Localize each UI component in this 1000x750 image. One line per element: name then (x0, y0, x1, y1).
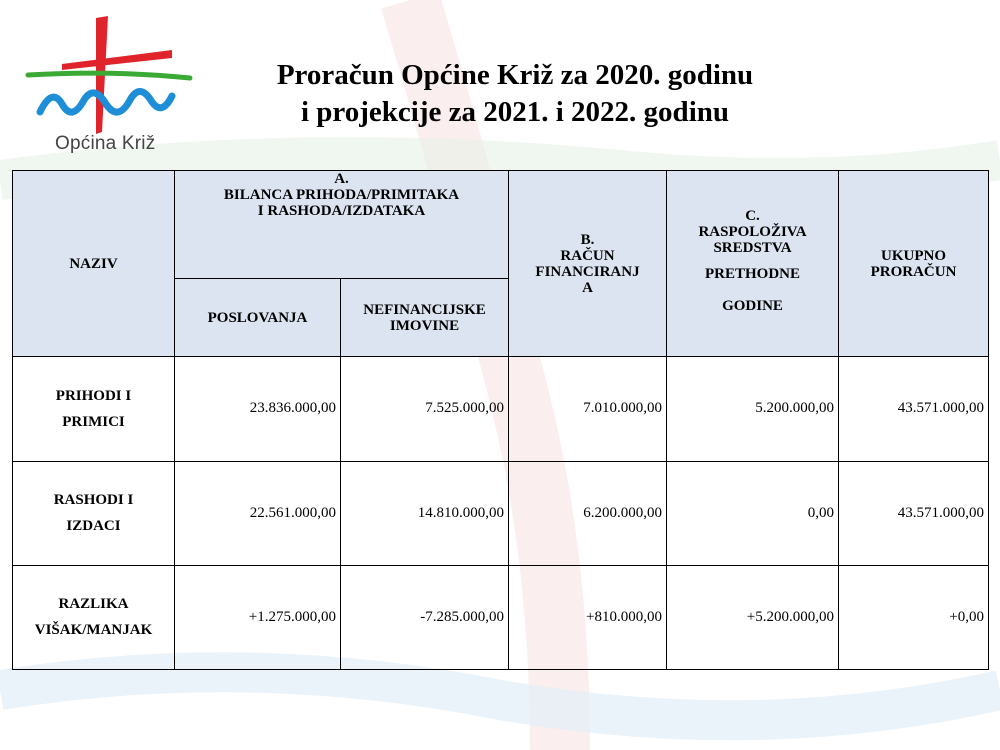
title-line-1: Proračun Općine Križ za 2020. godinu (276, 59, 754, 91)
column-header-nefinancijske-imovine: NEFINANCIJSKE IMOVINE (341, 279, 509, 357)
cell-value: -7.285.000,00 (341, 565, 509, 669)
cell-value: 22.561.000,00 (175, 461, 341, 565)
cell-value: 5.200.000,00 (667, 357, 839, 461)
cell-value: +5.200.000,00 (667, 565, 839, 669)
cell-value: 43.571.000,00 (839, 461, 989, 565)
column-header-b: B. RAČUN FINANCIRANJ A (509, 171, 667, 357)
row-label-prihodi: PRIHODI I PRIMICI (13, 357, 175, 461)
column-header-poslovanja: POSLOVANJA (175, 279, 341, 357)
row-label-rashodi: RASHODI I IZDACI (13, 461, 175, 565)
page-title (200, 57, 830, 131)
budget-table (12, 170, 989, 670)
table-row (13, 461, 989, 565)
cell-value: 23.836.000,00 (175, 357, 341, 461)
column-header-c: C. RASPOLOŽIVA SREDSTVA PRETHODNE GODINE (667, 171, 839, 357)
cell-value: 43.571.000,00 (839, 357, 989, 461)
column-header-ukupno: UKUPNO PRORAČUN (839, 171, 989, 357)
column-group-header-a: A. BILANCA PRIHODA/PRIMITAKA I RASHODA/IZDATAKA (175, 171, 509, 279)
table-header-row-1 (13, 171, 989, 279)
cell-value: 7.010.000,00 (509, 357, 667, 461)
cell-value: +810.000,00 (509, 565, 667, 669)
cell-value: 14.810.000,00 (341, 461, 509, 565)
table-row (13, 357, 989, 461)
cell-value: 7.525.000,00 (341, 357, 509, 461)
cell-value: 6.200.000,00 (509, 461, 667, 565)
cell-value: +0,00 (839, 565, 989, 669)
cell-value: +1.275.000,00 (175, 565, 341, 669)
row-label-razlika: RAZLIKA VIŠAK/MANJAK (13, 565, 175, 669)
cell-value: 0,00 (667, 461, 839, 565)
title-line-2: i projekcije za 2021. i 2022. godinu (300, 96, 730, 128)
column-header-naziv: NAZIV (13, 171, 175, 357)
logo-text: Općina Križ (55, 133, 156, 154)
table-row (13, 565, 989, 669)
